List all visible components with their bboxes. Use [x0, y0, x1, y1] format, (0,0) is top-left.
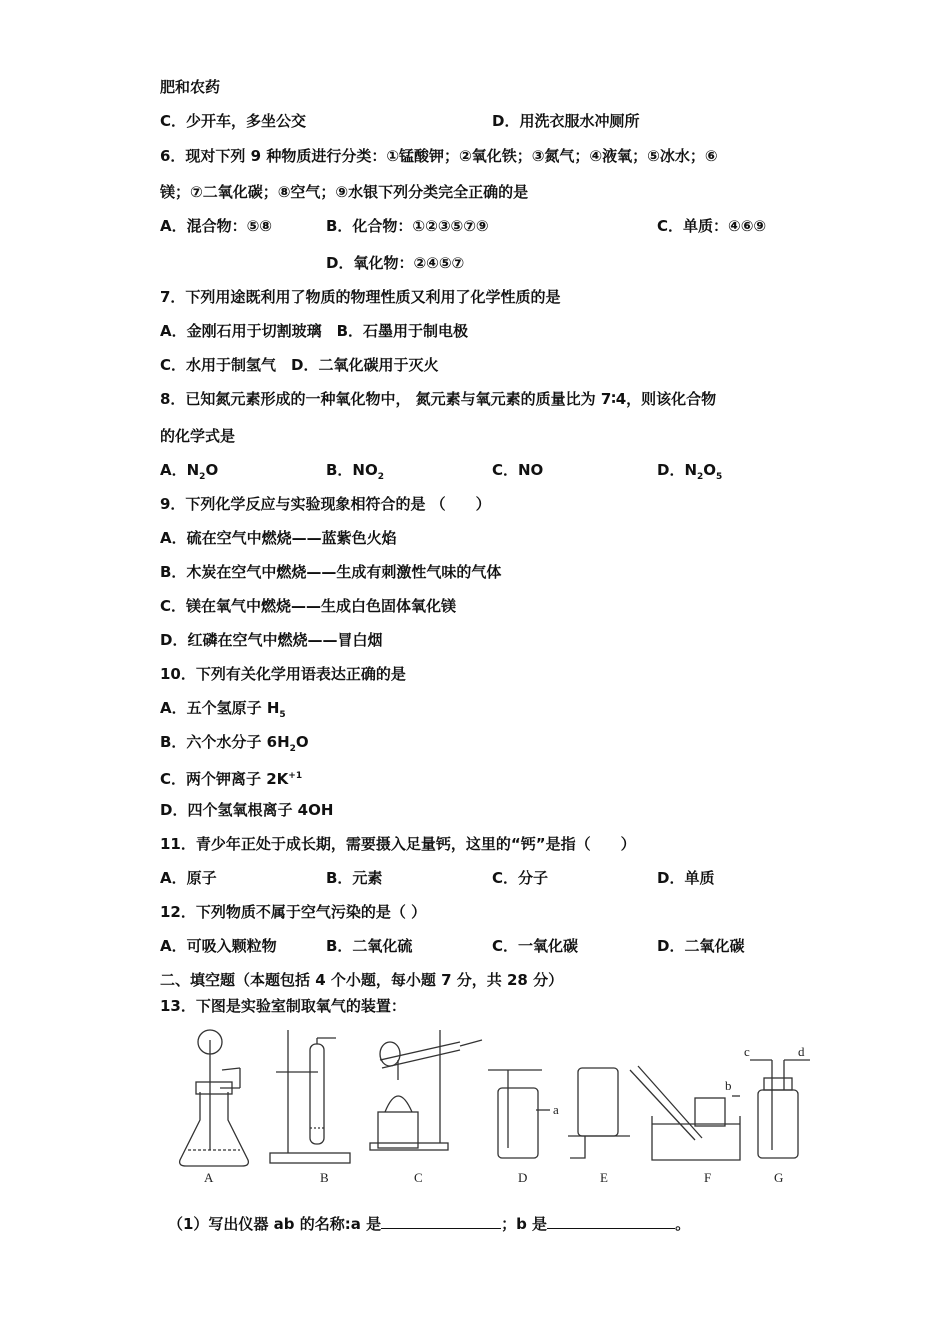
q13-stem: 13．下图是实验室制取氧气的装置：: [160, 997, 406, 1015]
q7-options-cd: C．水用于制氢气 D．二氧化碳用于灭火: [160, 356, 439, 374]
q6-stem-1: 6．现对下列 9 种物质进行分类：①锰酸钾；②氧化铁；③氮气；④液氧；⑤冰水；⑥: [160, 147, 718, 165]
q8-option-a: A．$N_2O$: [160, 461, 219, 482]
apparatus-f-trough: [630, 1066, 740, 1160]
q9-stem: 9．下列化学反应与实验现象相符合的是 （ ）: [160, 495, 491, 513]
apparatus-b-stand: [270, 1030, 350, 1163]
q9-option-a: A．硫在空气中燃烧——蓝紫色火焰: [160, 529, 397, 547]
q11-option-c: C．分子: [492, 869, 549, 887]
apparatus-g-bottle: [750, 1060, 810, 1158]
q12-stem: 12．下列物质不属于空气污染的是（ ）: [160, 903, 427, 921]
part-label-c: c: [744, 1044, 750, 1059]
q10-stem: 10．下列有关化学用语表达正确的是: [160, 665, 406, 683]
q6-option-d: D．氧化物：②④⑤⑦: [326, 254, 465, 272]
figure-label-b: B: [320, 1170, 329, 1185]
answer-blank-b[interactable]: [547, 1212, 675, 1229]
apparatus-d-bottle: [488, 1070, 550, 1158]
part-label-b: b: [725, 1078, 732, 1093]
q8-option-c: C．NO: [492, 461, 544, 479]
q12-option-d: D．二氧化碳: [657, 937, 745, 955]
q5-tail: 肥和农药: [160, 78, 221, 96]
q12-option-b: B．二氧化硫: [326, 937, 413, 955]
q6-option-a: A．混合物：⑤⑧: [160, 217, 273, 235]
q5-option-d: D．用洗衣服水冲厕所: [492, 112, 640, 130]
q9-option-c: C．镁在氧气中燃烧——生成白色固体氧化镁: [160, 597, 457, 615]
figure-label-a: A: [204, 1170, 214, 1185]
q13-sub1: （1）写出仪器 ab 的名称:a 是 ；b 是 。: [168, 1212, 690, 1234]
figure-label-f: F: [704, 1170, 712, 1185]
apparatus-e-bottle: [568, 1068, 630, 1158]
q9-option-b: B．木炭在空气中燃烧——生成有刺激性气味的气体: [160, 563, 502, 581]
q11-option-b: B．元素: [326, 869, 383, 887]
q10-option-b: B．六个水分子 $6H_2O$: [160, 733, 309, 754]
section-heading-fill-in: 二、填空题（本题包括 4 个小题，每小题 7 分，共 28 分）: [160, 971, 564, 989]
apparatus-c-heating: [370, 1030, 482, 1150]
q7-options-ab: A．金刚石用于切割玻璃 B．石墨用于制电极: [160, 322, 469, 340]
q6-option-c: C．单质：④⑥⑨: [657, 217, 767, 235]
q8-stem-1: 8．已知氮元素形成的一种氧化物中， 氮元素与氧元素的质量比为 7∶4，则该化合物: [160, 390, 717, 408]
q10-option-d: D．四个氢氧根离子 4OH: [160, 801, 334, 819]
figure-label-g: G: [774, 1170, 784, 1185]
q10-option-c: C．两个钾离子 $2K^{+1}$: [160, 770, 303, 788]
q6-option-b: B．化合物：①②③⑤⑦⑨: [326, 217, 489, 235]
part-label-a: a: [553, 1102, 559, 1117]
oxygen-apparatus-figure: [160, 1020, 820, 1195]
q12-option-c: C．一氧化碳: [492, 937, 579, 955]
q12-option-a: A．可吸入颗粒物: [160, 937, 277, 955]
apparatus-a-flask: [180, 1030, 249, 1166]
figure-label-c: C: [414, 1170, 423, 1185]
q7-stem: 7．下列用途既利用了物质的物理性质又利用了化学性质的是: [160, 288, 561, 306]
part-label-d: d: [798, 1044, 805, 1059]
answer-blank-a[interactable]: [381, 1212, 501, 1229]
q9-option-d: D．红磷在空气中燃烧——冒白烟: [160, 631, 383, 649]
q8-option-d: D．$N_2O_5$: [657, 461, 723, 482]
figure-label-e: E: [600, 1170, 608, 1185]
q8-option-b: B．$NO_2$: [326, 461, 385, 482]
q6-stem-2: 镁；⑦二氧化碳；⑧空气；⑨水银下列分类完全正确的是: [160, 183, 529, 201]
q11-option-d: D．单质: [657, 869, 715, 887]
q11-option-a: A．原子: [160, 869, 217, 887]
q5-option-c: C．少开车，多坐公交: [160, 112, 307, 130]
q10-option-a: A．五个氢原子 $H_5$: [160, 699, 286, 720]
q8-stem-2: 的化学式是: [160, 427, 236, 445]
q11-stem: 11．青少年正处于成长期，需要摄入足量钙，这里的“钙”是指（ ）: [160, 835, 636, 853]
figure-label-d: D: [518, 1170, 528, 1185]
